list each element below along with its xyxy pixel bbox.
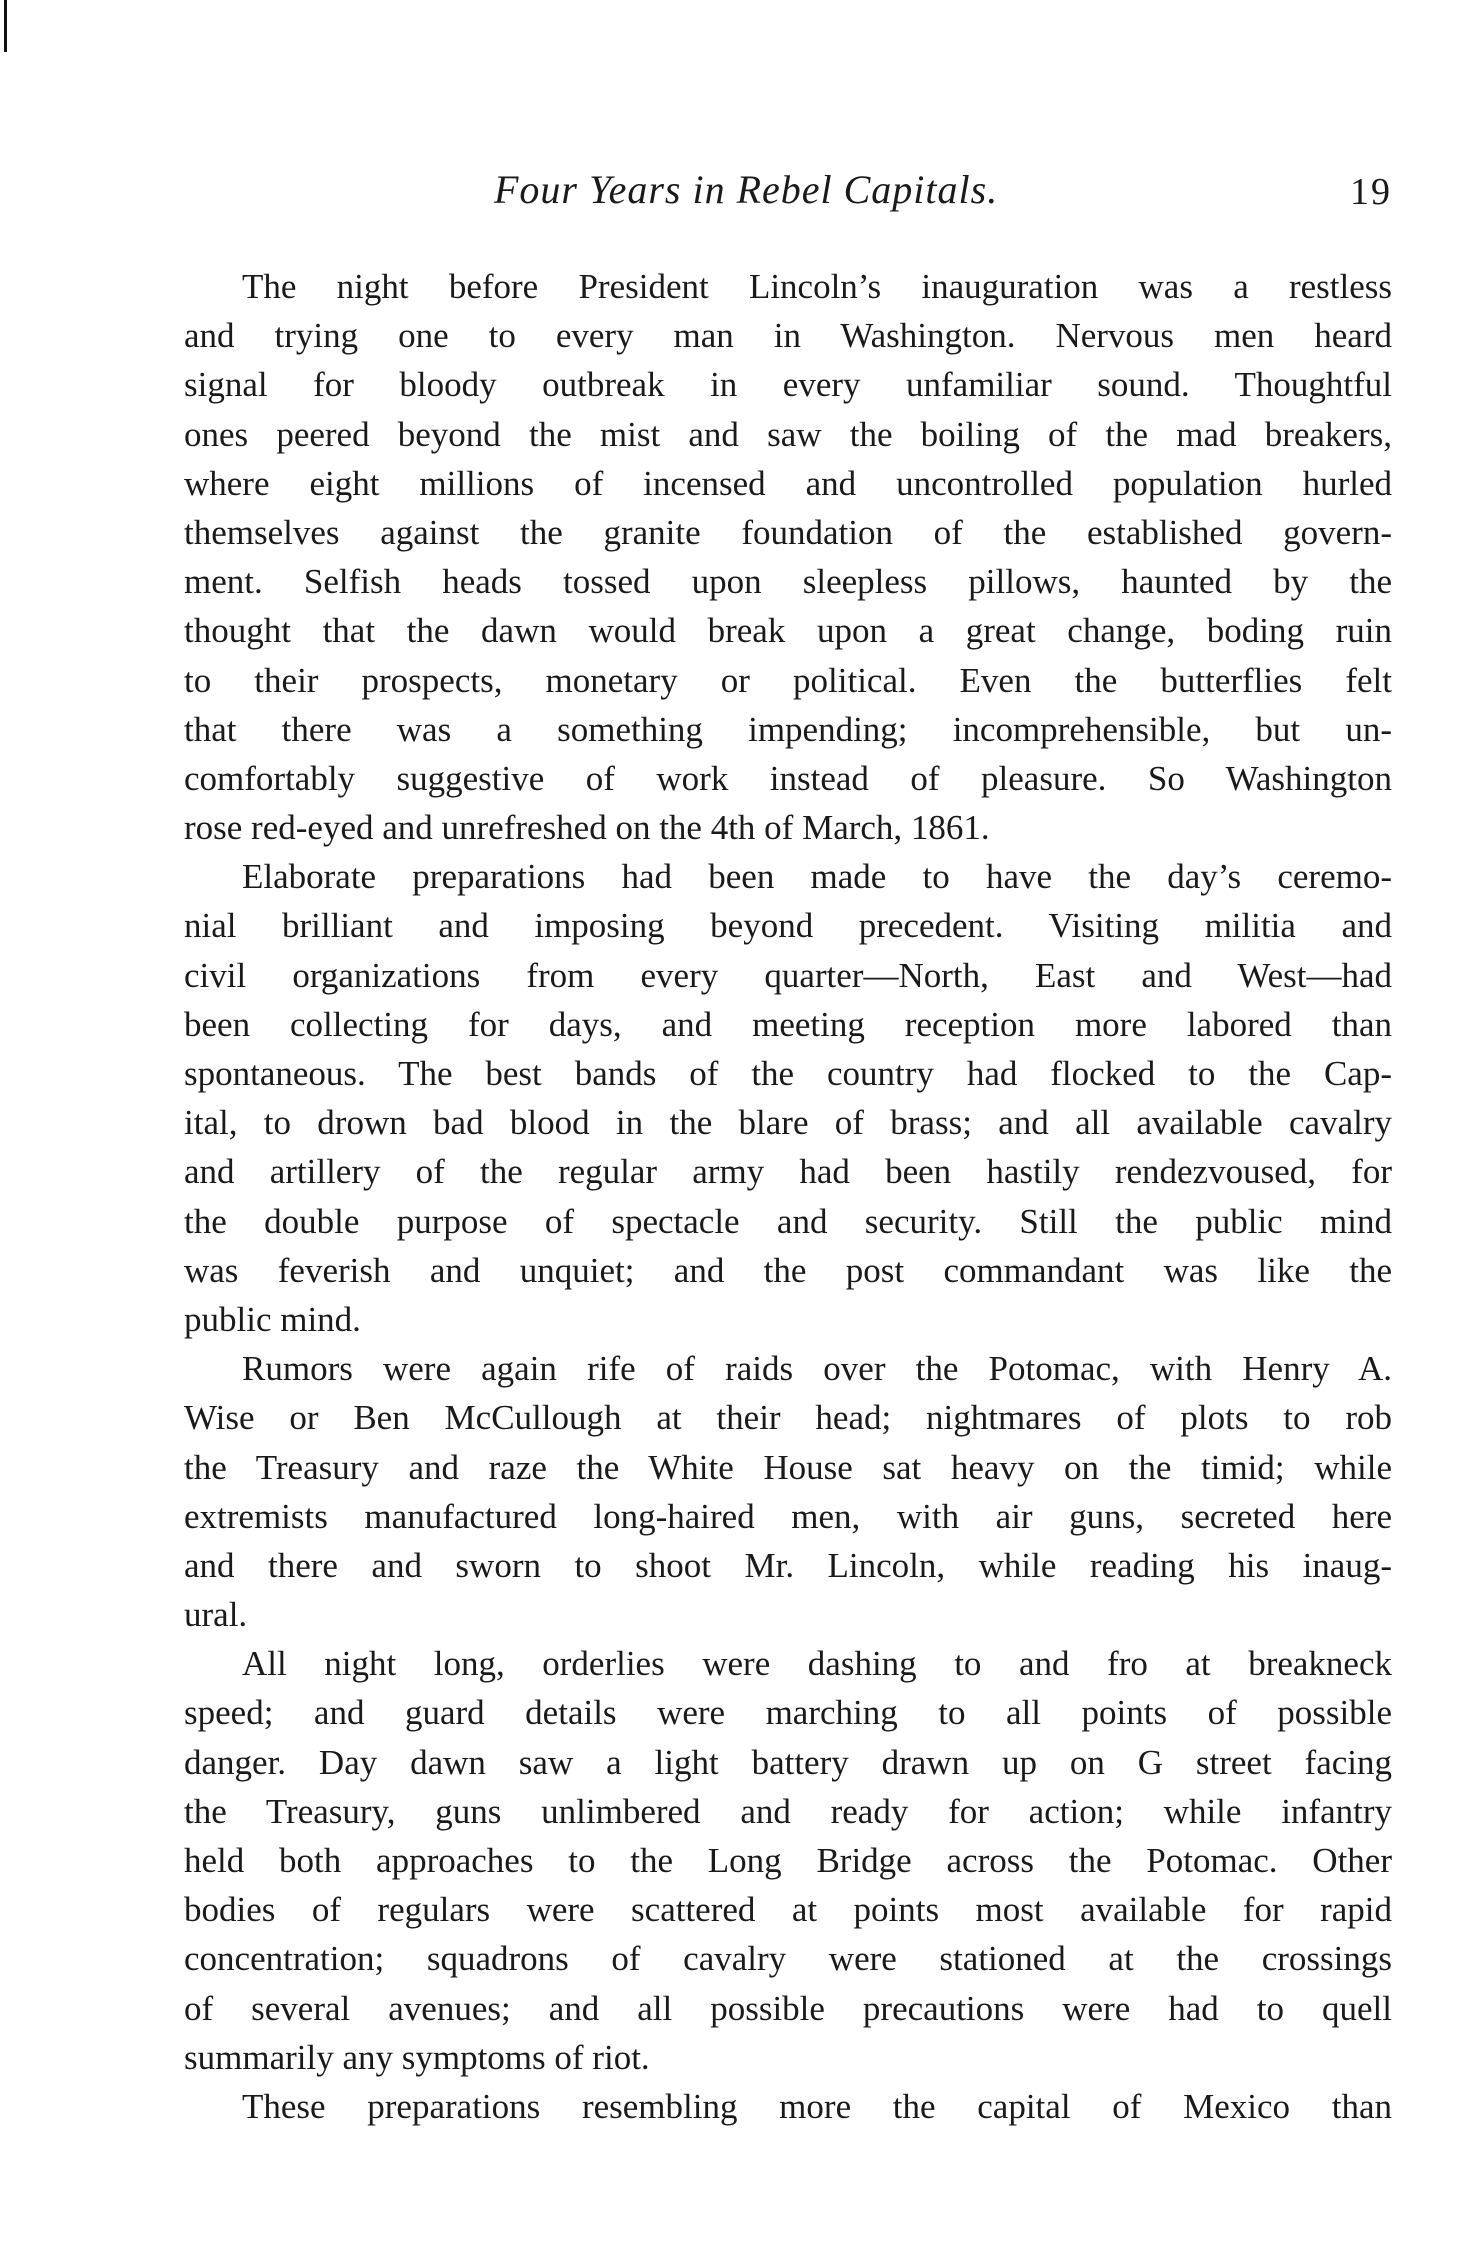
text-line: Rumors were again rife of raids over the Potomac, with Henry A. [242,1349,1392,1389]
text-line: speed; and guard details were marching to all points of possible [184,1693,1392,1733]
text-line: the Treasury, guns unlimbered and ready for action; while infantry [184,1791,1392,1831]
running-head [184,160,1392,220]
text-line: held both approaches to the Long Bridge across the Potomac. Other [184,1841,1392,1880]
text-line: themselves against the granite foundation of the established govern- [184,512,1392,552]
text-line: been collecting for days, and meeting reception more labored than [184,1004,1392,1044]
text-line: ural. [184,1595,248,1635]
text-line: and there and sworn to shoot Mr. Lincoln, while reading his inaug- [184,1545,1392,1585]
text-line: extremists manufactured long-haired men, with air guns, secreted here [184,1496,1392,1536]
text-line: that there was a something impending; incomprehensible, but un- [184,709,1392,749]
text-line: bodies of regulars were scattered at points most available for rapid [184,1890,1392,1930]
text-line: thought that the dawn would break upon a great change, boding ruin [184,611,1392,651]
page-number: 19 [1350,171,1392,213]
text-line: summarily any symptoms of riot. [184,2037,650,2077]
text-line: Elaborate preparations had been made to have the day’s ceremo- [242,857,1392,897]
scan-edge-mark [4,0,7,52]
text-line: concentration; squadrons of cavalry were stationed at the crossings [184,1939,1392,1979]
body-text [184,262,1392,2131]
text-line: and trying one to every man in Washington. Nervous men heard [184,316,1392,356]
text-line: the double purpose of spectacle and security. Still the public mind [184,1201,1392,1241]
text-line: and artillery of the regular army had been hastily rendezvoused, for [184,1152,1392,1192]
text-line: spontaneous. The best bands of the country had flocked to the Cap- [184,1054,1392,1093]
text-line: public mind. [184,1299,361,1339]
text-line: ital, to drown bad blood in the blare of brass; and all available cavalry [184,1103,1392,1143]
text-line: These preparations resembling more the capital of Mexico than [242,2086,1392,2126]
text-line: comfortably suggestive of work instead of pleasure. So Washington [184,758,1392,798]
text-line: of several avenues; and all possible precautions were had to quell [184,1988,1392,2028]
text-line: ment. Selfish heads tossed upon sleepless pillows, haunted by the [184,562,1392,602]
text-line: rose red-eyed and unrefreshed on the 4th of March, 1861. [184,808,990,848]
text-line: Wise or Ben McCullough at their head; nightmares of plots to rob [184,1398,1392,1438]
text-line: All night long, orderlies were dashing to and fro at breakneck [242,1644,1392,1684]
text-line: was feverish and unquiet; and the post commandant was like the [184,1250,1392,1290]
text-line: the Treasury and raze the White House sat heavy on the timid; while [184,1447,1392,1487]
text-line: to their prospects, monetary or political. Even the butterflies felt [184,660,1392,700]
text-line: civil organizations from every quarter—North, East and West—had [184,955,1392,995]
running-head-title: Four Years in Rebel Capitals. [494,167,999,212]
text-line: where eight millions of incensed and uncontrolled population hurled [184,463,1392,503]
text-line: danger. Day dawn saw a light battery drawn up on G street facing [184,1742,1392,1782]
text-line: signal for bloody outbreak in every unfamiliar sound. Thoughtful [184,365,1392,405]
text-line: nial brilliant and imposing beyond precedent. Visiting militia and [184,906,1392,946]
text-line: ones peered beyond the mist and saw the boiling of the mad breakers, [184,414,1392,454]
text-line: The night before President Lincoln’s inauguration was a restless [242,267,1392,306]
